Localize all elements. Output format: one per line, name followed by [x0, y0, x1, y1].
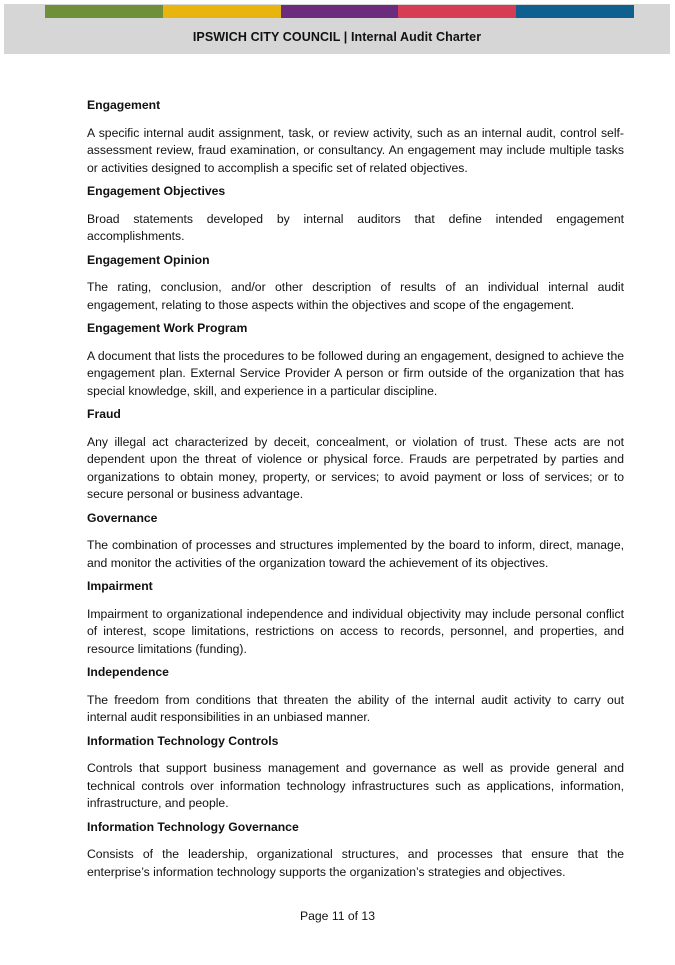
- glossary-term: Information Technology Controls: [87, 733, 279, 748]
- glossary-entry: [87, 183, 624, 246]
- glossary-definition: The combination of processes and structures implemented by the board to inform, direct, manage, and monitor the activities of the organization toward the achievement of its objectives.: [87, 538, 624, 570]
- glossary-definition: Broad statements developed by internal auditors that define intended engagement accomplishments.: [87, 211, 624, 243]
- glossary-term: Independence: [87, 665, 169, 679]
- glossary-entry: [87, 819, 624, 882]
- glossary-definition: A document that lists the procedures to be followed during an engagement, designed to achieve the engagement plan. External Service Provider A person or firm outside of the organization that has special knowledge, skill, and experience in a particular discipline.: [87, 348, 624, 398]
- color-bar-segment: [516, 5, 634, 18]
- glossary-entry: [87, 252, 624, 315]
- glossary-definition: The freedom from conditions that threaten the ability of the internal audit activity to carry out internal audit responsibilities in an unbiased manner.: [87, 692, 624, 724]
- header-color-bar: [45, 5, 634, 18]
- page-header: [4, 4, 670, 54]
- glossary-entry: [87, 510, 624, 573]
- header-title: IPSWICH CITY COUNCIL | Internal Audit Charter: [192, 30, 482, 44]
- glossary-content: [87, 97, 624, 887]
- color-bar-segment: [398, 5, 516, 18]
- color-bar-segment: [163, 5, 281, 18]
- glossary-term: Impairment: [87, 579, 153, 593]
- glossary-entry: [87, 320, 624, 400]
- glossary-term: Information Technology Governance: [87, 819, 299, 834]
- glossary-term: Governance: [87, 510, 158, 525]
- glossary-entry: [87, 578, 624, 658]
- glossary-entry: [87, 97, 624, 177]
- color-bar-segment: [281, 5, 399, 18]
- glossary-term: Engagement Work Program: [87, 321, 248, 335]
- glossary-entry: [87, 664, 624, 727]
- glossary-term: Engagement: [87, 98, 161, 112]
- glossary-entry: [87, 406, 624, 504]
- glossary-entry: [87, 733, 624, 813]
- color-bar-segment: [45, 5, 163, 18]
- glossary-definition: The rating, conclusion, and/or other description of results of an individual internal audit engagement, relating to those aspects within the objectives and scope of the engagement.: [87, 280, 624, 312]
- glossary-definition: Controls that support business management and governance as well as provide general and technical controls over information technology infrastructures such as applications, information, infrastructure, and people.: [87, 761, 624, 810]
- glossary-definition: Consists of the leadership, organizational structures, and processes that ensure that the enterprise’s information technology supports the organization’s strategies and objectives.: [87, 847, 624, 879]
- glossary-term: Fraud: [87, 407, 121, 421]
- glossary-definition: Impairment to organizational independence and individual objectivity may include personal conflict of interest, scope limitations, restrictions on access to records, personnel, and properties, and resource limitations (funding).: [87, 606, 624, 656]
- page-number: Page 11 of 13: [300, 909, 375, 923]
- glossary-definition: Any illegal act characterized by deceit, concealment, or violation of trust. These acts are not dependent upon the threat of violence or physical force. Frauds are perpetrated by parties and organizations to obtain money, property, or services; to avoid payment or loss of services; or to secure personal or business advantage.: [87, 434, 624, 501]
- glossary-term: Engagement Opinion: [87, 252, 210, 267]
- glossary-definition: A specific internal audit assignment, task, or review activity, such as an internal audit, control self-assessment review, fraud examination, or consultancy. An engagement may include multiple tasks or activities designed to accomplish a specific set of related objectives.: [87, 125, 624, 175]
- glossary-term: Engagement Objectives: [87, 184, 226, 198]
